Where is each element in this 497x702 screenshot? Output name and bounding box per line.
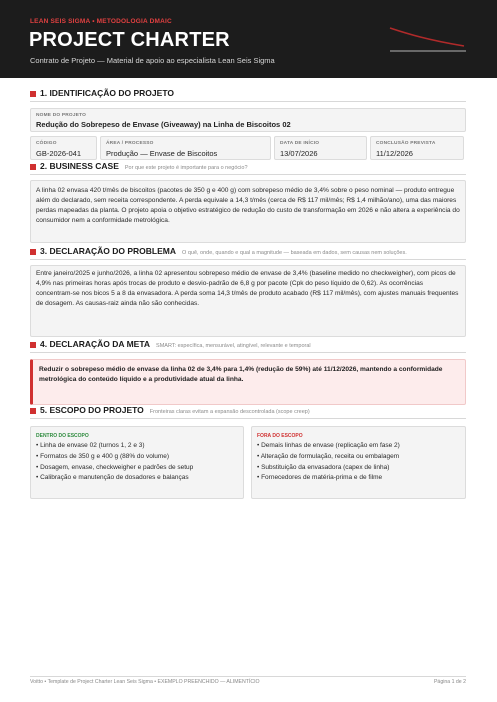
header-eyebrow: LEAN SEIS SIGMA • METODOLOGIA DMAIC xyxy=(30,18,172,25)
out-of-scope-box xyxy=(251,426,466,499)
list-item: • Fornecedores de matéria-prima e de filme xyxy=(257,474,383,482)
goal-text: Reduzir o sobrepeso médio de envase da linha 02 de 3,4% para 1,4% (redução de 59%) até 11/12/2026, mantendo a conformidade metrológica do conteúdo líquido e a produtividade atual da linha. xyxy=(39,366,443,383)
code-box xyxy=(30,136,97,160)
list-item: • Calibração e manutenção de dosadores e balanças xyxy=(36,474,189,482)
section-marker xyxy=(30,408,36,414)
problem-box xyxy=(30,265,466,337)
section-title-text: 4. DECLARAÇÃO DA META xyxy=(40,339,151,349)
project-name-label: NOME DO PROJETO xyxy=(36,113,87,118)
section-title-text: 3. DECLARAÇÃO DO PROBLEMA xyxy=(40,246,177,256)
out-of-scope-list xyxy=(257,441,400,484)
section-subtitle: Fronteiras claras evitam a expansão descontrolada (scope creep) xyxy=(149,409,310,415)
list-item: • Linha de envase 02 (turnos 1, 2 e 3) xyxy=(36,442,145,449)
area-value: Produção — Envase de Biscoitos xyxy=(106,149,218,158)
area-box xyxy=(100,136,271,160)
section-marker xyxy=(30,249,36,255)
section-title xyxy=(40,246,407,256)
list-item: • Formatos de 350 g e 400 g (88% do volume) xyxy=(36,452,170,460)
decreasing-trend-line-icon xyxy=(388,24,468,54)
section-subtitle: SMART: específica, mensurável, atingível, relevante e temporal xyxy=(156,343,311,349)
section-title xyxy=(40,405,310,415)
section-subtitle: O quê, onde, quando e qual a magnitude — baseada em dados, sem causas nem soluções. xyxy=(182,250,407,256)
footer-text: Voitto • Template de Project Charter Lean Seis Sigma • EXEMPLO PREENCHIDO — ALIMENTÍCIO xyxy=(30,679,260,685)
out-of-scope-label: FORA DO ESCOPO xyxy=(257,433,303,439)
in-scope-label: DENTRO DO ESCOPO xyxy=(36,433,89,439)
page-header xyxy=(0,0,497,78)
page-title: PROJECT CHARTER xyxy=(29,29,230,51)
start-date-box xyxy=(274,136,367,160)
business-case-box xyxy=(30,180,466,243)
page-subtitle: Contrato de Projeto — Material de apoio ao especialista Lean Seis Sigma xyxy=(30,56,275,65)
area-label: ÁREA / PROCESSO xyxy=(106,141,154,146)
section-identification-header xyxy=(30,88,466,102)
section-title: 1. IDENTIFICAÇÃO DO PROJETO xyxy=(40,88,174,98)
code-label: CÓDIGO xyxy=(36,141,57,146)
section-title xyxy=(40,339,311,349)
end-date-box xyxy=(370,136,464,160)
section-title xyxy=(40,161,248,171)
section-title-text: 2. BUSINESS CASE xyxy=(40,161,119,171)
section-title-text: 5. ESCOPO DO PROJETO xyxy=(40,405,144,415)
project-name-box xyxy=(30,108,466,132)
list-item: • Dosagem, envase, checkweigher e padrões de setup xyxy=(36,463,194,471)
list-item: • Demais linhas de envase (replicação em fase 2) xyxy=(257,442,400,449)
footer-divider xyxy=(30,676,466,677)
end-date-value: 11/12/2026 xyxy=(376,149,413,158)
problem-text: Entre janeiro/2025 e junho/2026, a linha 02 apresentou sobrepeso médio de envase de 3,4% (baseline medido no checkweigher), com picos de 4,9% nas primeiras horas após trocas de produto e desvio-padrão de 6,8 g por pacote (Cpk do peso líquido de 0,62). As ocorrências concentram-se nos bicos 5 a 8 da envasadora. A perda soma 14,3 t/mês de produto acabado (R$ 117 mil/mês), com ajustes manuais frequentes de dosagem. As causas-raiz ainda não são conhecidas. xyxy=(36,270,459,307)
start-date-value: 13/07/2026 xyxy=(280,149,318,158)
end-date-label: CONCLUSÃO PREVISTA xyxy=(376,141,436,146)
page-number: Página 1 de 2 xyxy=(433,679,466,685)
section-scope-header xyxy=(30,405,466,419)
section-marker xyxy=(30,164,36,170)
in-scope-list xyxy=(36,441,193,484)
start-date-label: DATA DE INÍCIO xyxy=(280,141,320,146)
in-scope-box xyxy=(30,426,244,499)
section-goal-header xyxy=(30,339,466,353)
section-business-case-header xyxy=(30,161,466,175)
list-item: • Alteração de formulação, receita ou embalagem xyxy=(257,452,400,460)
section-marker xyxy=(30,91,36,97)
section-problem-header xyxy=(30,246,466,260)
goal-box xyxy=(30,359,466,405)
section-marker xyxy=(30,342,36,348)
list-item: • Substituição da envasadora (capex de linha) xyxy=(257,463,390,471)
business-case-text: A linha 02 envasa 420 t/mês de biscoitos (pacotes de 350 g e 400 g) com sobrepeso médio de 3,4% sobre o peso nominal — produto entregue além do declarado, sem receita correspondente. A perda equivale a 14,3 t/mês (cerca de R$ 117 mil/mês; R$ 1,4 milhão/ano), uma das maiores perdas mapeadas da planta. O projeto apoia o objetivo estratégico de redução do custo de transformação em 2026 e não altera a experiência do consumidor nem a conformidade metrológica. xyxy=(36,187,460,224)
section-subtitle: Por que este projeto é importante para o negócio? xyxy=(124,165,248,171)
code-value: GB-2026-041 xyxy=(36,149,82,158)
project-name-value: Redução do Sobrepeso de Envase (Giveaway) na Linha de Biscoitos 02 xyxy=(36,120,291,129)
